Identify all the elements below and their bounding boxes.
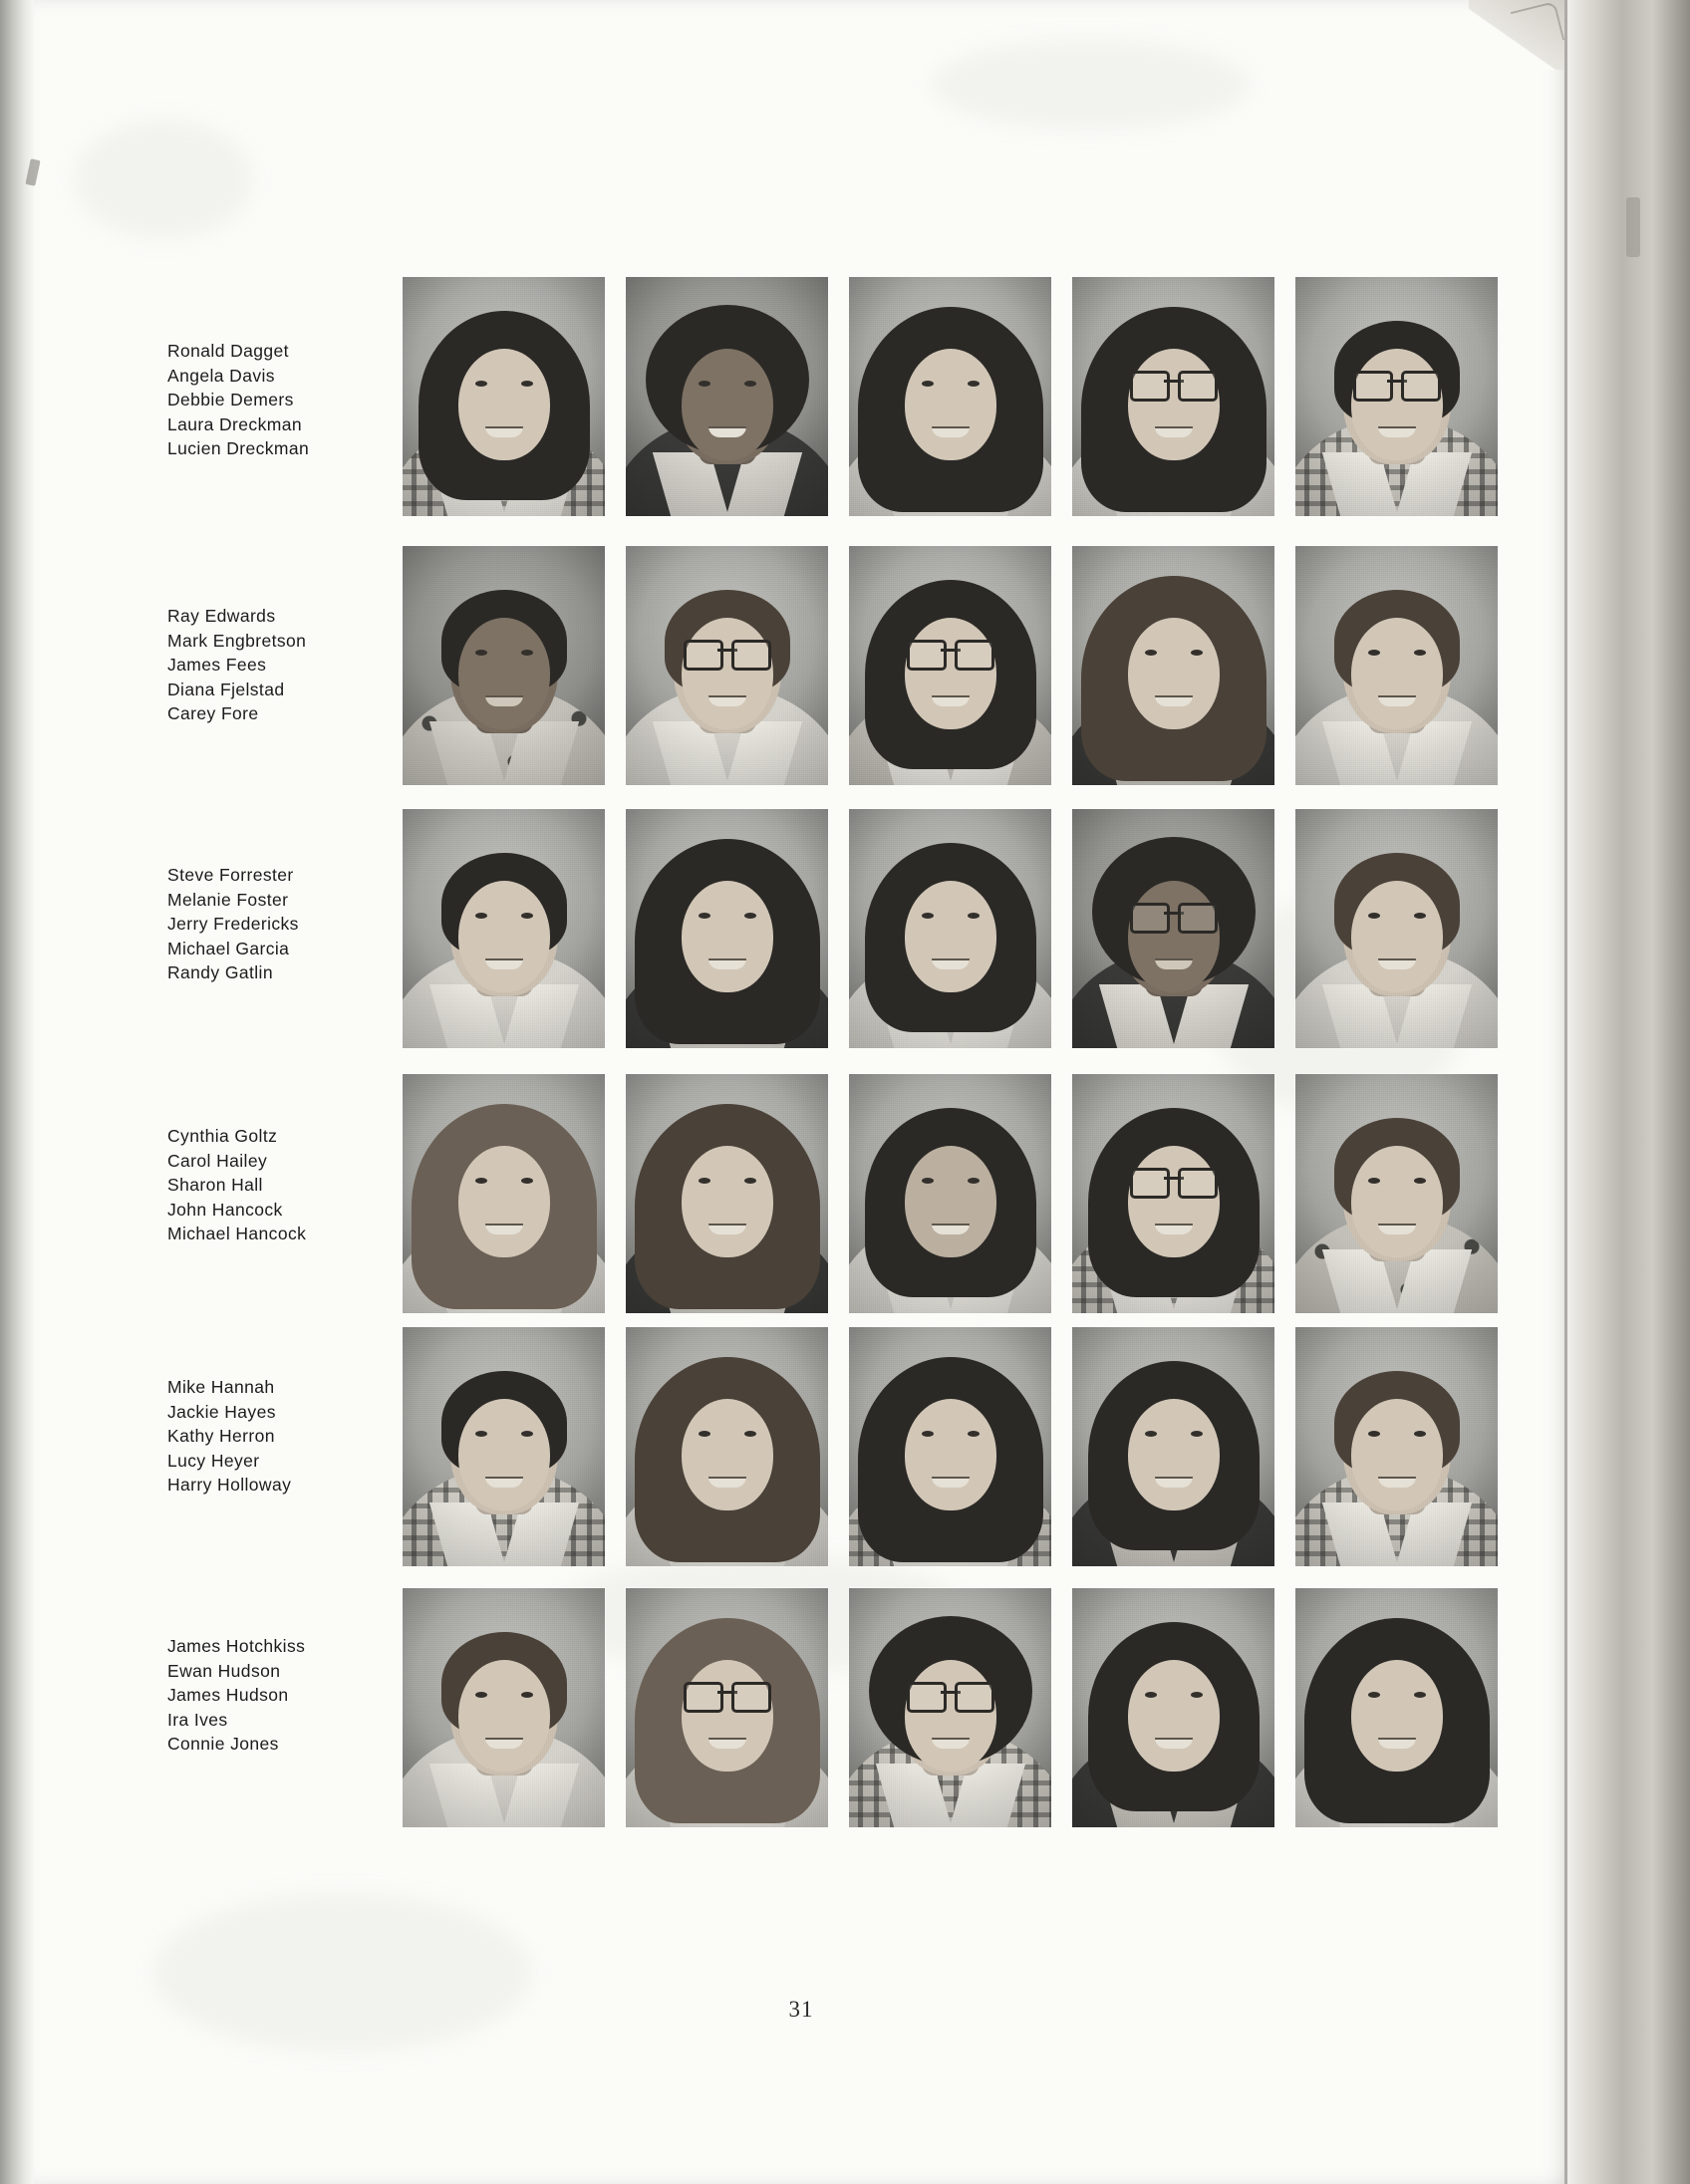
student-name: John Hancock xyxy=(167,1199,283,1220)
student-name: Michael Hancock xyxy=(167,1224,307,1243)
student-name: Melanie Foster xyxy=(167,889,289,910)
eyeglasses-icon xyxy=(1130,903,1218,929)
eyeglasses-icon xyxy=(907,1682,994,1708)
eyeglasses-icon xyxy=(1130,371,1218,397)
student-name: Angela Davis xyxy=(167,365,275,386)
eyeglasses-icon xyxy=(684,1682,771,1708)
student-name: Harry Holloway xyxy=(167,1475,292,1495)
eyeglasses-icon xyxy=(684,640,771,666)
student-name: James Hudson xyxy=(167,1685,289,1705)
student-name: Mike Hannah xyxy=(167,1377,275,1397)
student-name: Steve Forrester xyxy=(167,865,294,885)
student-name: Ray Edwards xyxy=(167,606,276,626)
student-name: Laura Dreckman xyxy=(167,413,302,434)
student-name: Kathy Herron xyxy=(167,1426,275,1446)
student-name: James Hotchkiss xyxy=(167,1636,306,1656)
student-name: Lucien Dreckman xyxy=(167,438,310,458)
student-name: Ronald Dagget xyxy=(167,341,289,361)
student-name: Ewan Hudson xyxy=(167,1660,281,1681)
student-name: Jackie Hayes xyxy=(167,1401,276,1422)
student-name: Lucy Heyer xyxy=(167,1450,260,1471)
student-name: James Fees xyxy=(167,655,267,675)
student-name: Mark Engbretson xyxy=(167,630,307,651)
eyeglasses-icon xyxy=(1130,1168,1218,1194)
student-name: Carol Hailey xyxy=(167,1150,268,1171)
student-name: Diana Fjelstad xyxy=(167,679,285,699)
student-name: Debbie Demers xyxy=(167,390,294,410)
student-name: Jerry Fredericks xyxy=(167,914,299,934)
student-name: Michael Garcia xyxy=(167,938,290,958)
student-name: Connie Jones xyxy=(167,1734,279,1754)
student-name: Carey Fore xyxy=(167,703,259,723)
eyeglasses-icon xyxy=(1353,371,1441,397)
eyeglasses-icon xyxy=(907,640,994,666)
student-name: Sharon Hall xyxy=(167,1175,263,1195)
student-name: Cynthia Goltz xyxy=(167,1126,278,1146)
student-name: Ira Ives xyxy=(167,1709,228,1730)
page-number: 31 xyxy=(788,1997,814,2022)
student-name: Randy Gatlin xyxy=(167,962,273,982)
